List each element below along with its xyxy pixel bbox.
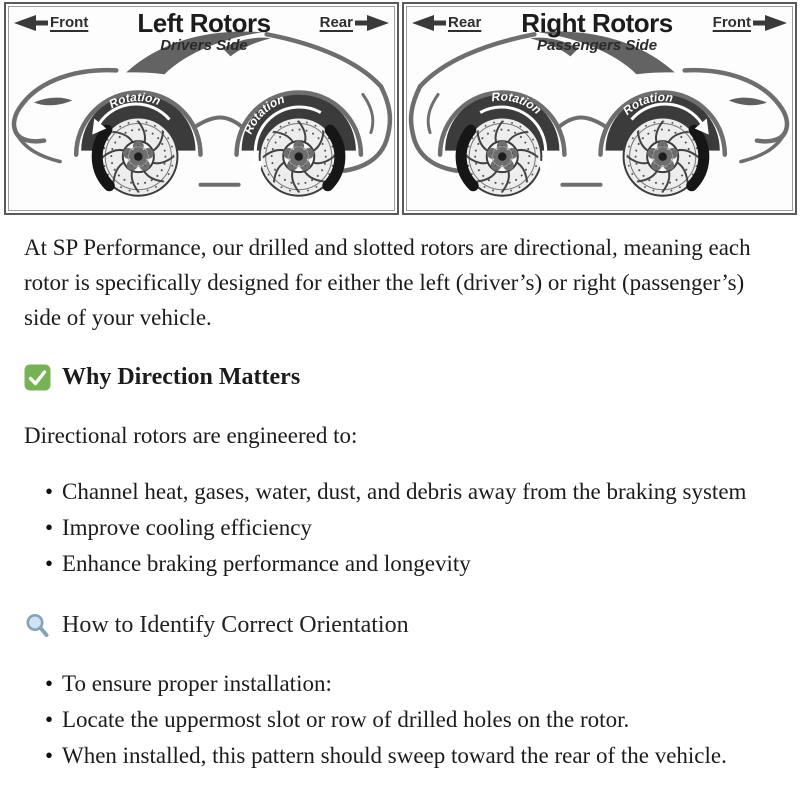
svg-text:Rotation: Rotation (106, 90, 163, 112)
intro-paragraph: At SP Performance, our drilled and slotted rotors are directional, meaning each rotor is specifically designed for either the left (driver’s) or right (passenger’s) side of your vehicle. (24, 235, 751, 330)
rear-direction-label: Rear (320, 14, 389, 31)
why-bullet-list (24, 474, 769, 581)
list-item: • Enhance braking performance and longevity (62, 546, 769, 581)
article-body (0, 215, 800, 812)
section-heading-text: Why Direction Matters (62, 364, 301, 390)
panel-title: Left Rotors (137, 8, 271, 38)
arrow-left-icon (14, 15, 48, 31)
svg-text:Rotation: Rotation (490, 89, 545, 117)
rotor-direction-diagram (4, 2, 797, 215)
magnifying-glass-icon (24, 612, 51, 639)
rear-direction-label: Rear (412, 14, 481, 31)
engineered-to-lead: Directional rotors are engineered to: (24, 423, 358, 448)
panel-subtitle: Drivers Side (160, 37, 248, 55)
arrow-right-icon (753, 15, 787, 31)
check-mark-icon (24, 364, 51, 391)
svg-text:Rotation: Rotation (620, 90, 674, 118)
arrow-left-icon (412, 15, 446, 31)
arrow-right-icon (355, 15, 389, 31)
list-item: • Locate the uppermost slot or row of drilled holes on the rotor. (62, 702, 769, 737)
list-item: • When installed, this pattern should sweep toward the rear of the vehicle. (62, 738, 769, 773)
list-item: • To ensure proper installation: (62, 666, 769, 701)
svg-text:Rotation: Rotation (241, 91, 287, 137)
front-direction-label: Front (713, 14, 787, 31)
list-item: • Improve cooling efficiency (62, 510, 769, 545)
right-rotors-panel (402, 2, 797, 215)
panel-subtitle: Passengers Side (536, 37, 658, 55)
why-direction-matters-heading (24, 362, 770, 392)
list-item: • Channel heat, gases, water, dust, and debris away from the braking system (62, 474, 769, 509)
front-direction-label: Front (14, 14, 88, 31)
left-rotors-panel (4, 2, 399, 215)
section-heading-text: How to Identify Correct Orientation (62, 612, 409, 638)
identify-bullet-list (24, 666, 769, 773)
panel-title: Right Rotors (521, 8, 673, 38)
identify-orientation-heading (24, 610, 770, 640)
